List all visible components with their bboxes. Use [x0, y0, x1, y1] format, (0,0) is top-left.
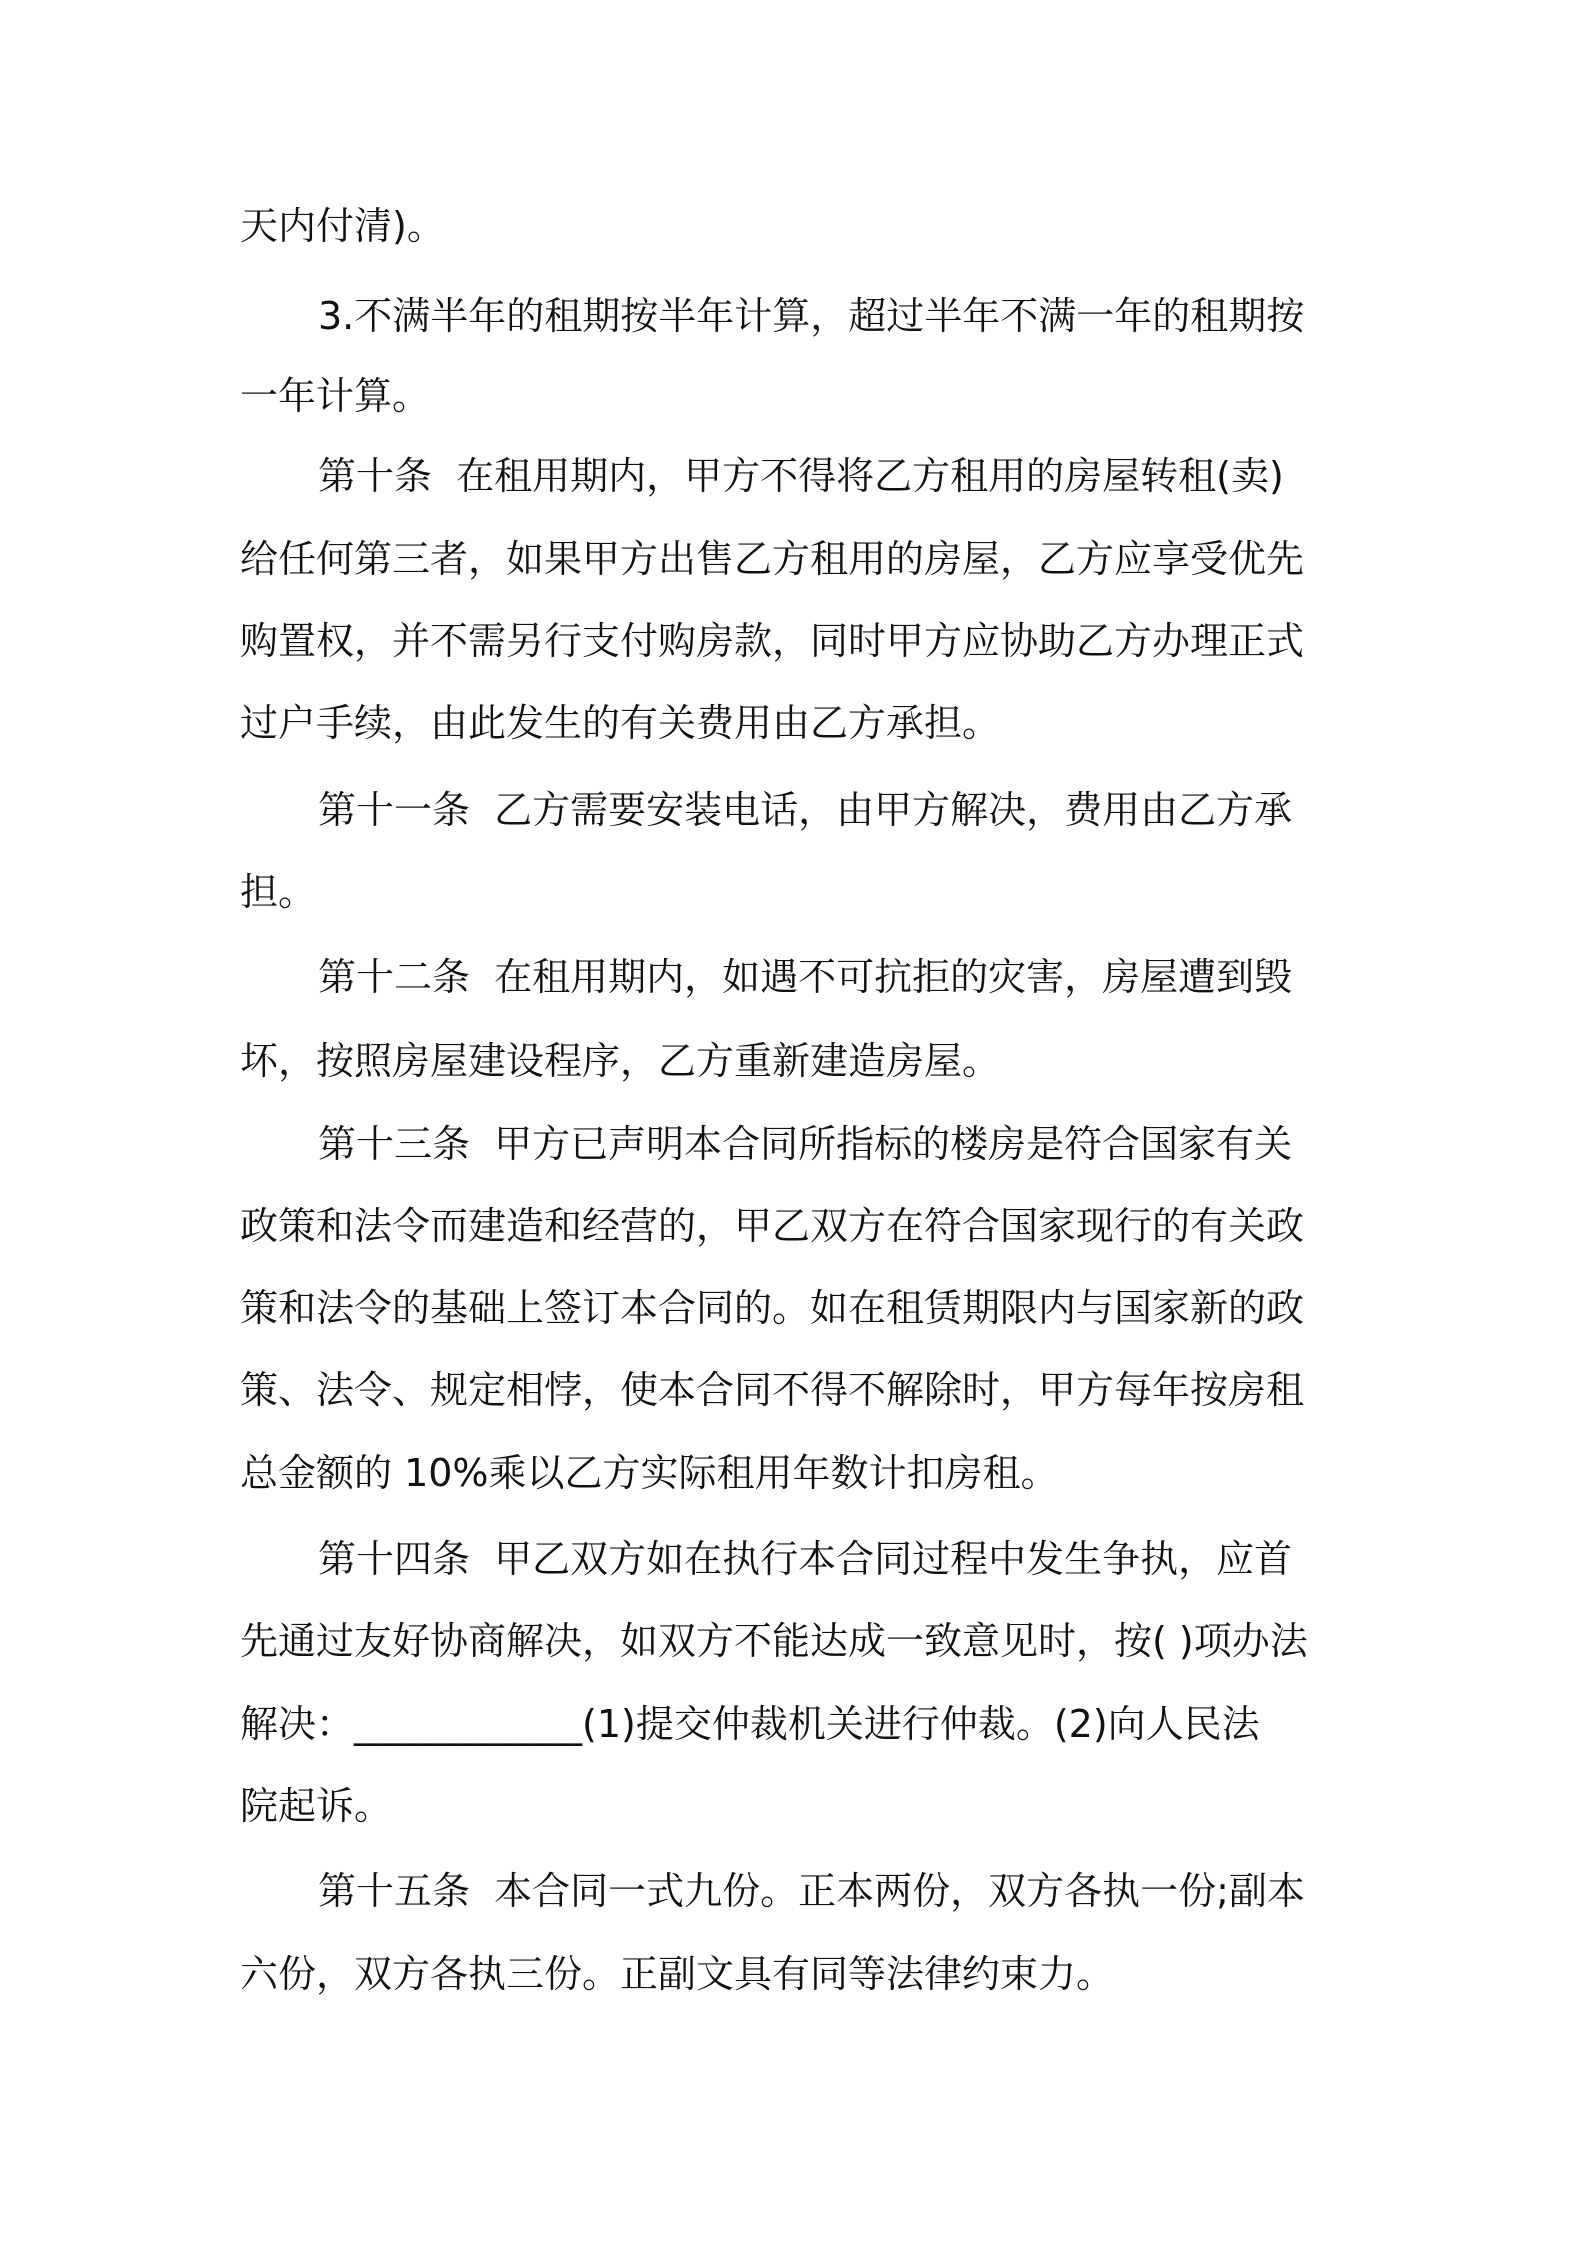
text-line: 总金额的 10%乘以乙方实际租用年数计扣房租。	[240, 1451, 1059, 1495]
text-line: 第十二条 在租用期内，如遇不可抗拒的灾害，房屋遭到毁	[318, 955, 1293, 999]
text-line: 给任何第三者，如果甲方出售乙方租用的房屋，乙方应享受优先	[240, 537, 1305, 581]
text-line: 策、法令、规定相悖，使本合同不得不解除时，甲方每年按房租	[240, 1368, 1305, 1412]
text-line: 第十三条 甲方已声明本合同所指标的楼房是符合国家有关	[318, 1122, 1293, 1166]
text-line: 购置权，并不需另行支付购房款，同时甲方应协助乙方办理正式	[240, 619, 1305, 663]
text-line: 策和法令的基础上签订本合同的。如在租赁期限内与国家新的政	[240, 1286, 1305, 1330]
text-line: 六份，双方各执三份。正副文具有同等法律约束力。	[240, 1952, 1115, 1996]
text-line: 院起诉。	[240, 1784, 393, 1828]
text-line: 过户手续，由此发生的有关费用由乙方承担。	[240, 701, 1001, 745]
text-line: 第十一条 乙方需要安装电话，由甲方解决，费用由乙方承	[318, 788, 1293, 832]
text-line: 第十条 在租用期内，甲方不得将乙方租用的房屋转租(卖)	[318, 454, 1284, 498]
text-line: 第十五条 本合同一式九份。正本两份，双方各执一份;副本	[318, 1869, 1305, 1913]
text-line: 解决：____________(1)提交仲裁机关进行仲裁。(2)向人民法	[240, 1702, 1260, 1746]
text-line: 担。	[240, 870, 317, 914]
text-line: 一年计算。	[240, 374, 431, 418]
text-line: 天内付清)。	[240, 204, 445, 248]
text-line: 3.不满半年的租期按半年计算，超过半年不满一年的租期按	[318, 294, 1305, 338]
text-line: 坏，按照房屋建设程序，乙方重新建造房屋。	[240, 1039, 1001, 1083]
text-line: 政策和法令而建造和经营的，甲乙双方在符合国家现行的有关政	[240, 1204, 1305, 1248]
text-line: 先通过友好协商解决，如双方不能达成一致意见时，按( )项办法	[240, 1619, 1308, 1663]
text-line: 第十四条 甲乙双方如在执行本合同过程中发生争执，应首	[318, 1537, 1293, 1581]
